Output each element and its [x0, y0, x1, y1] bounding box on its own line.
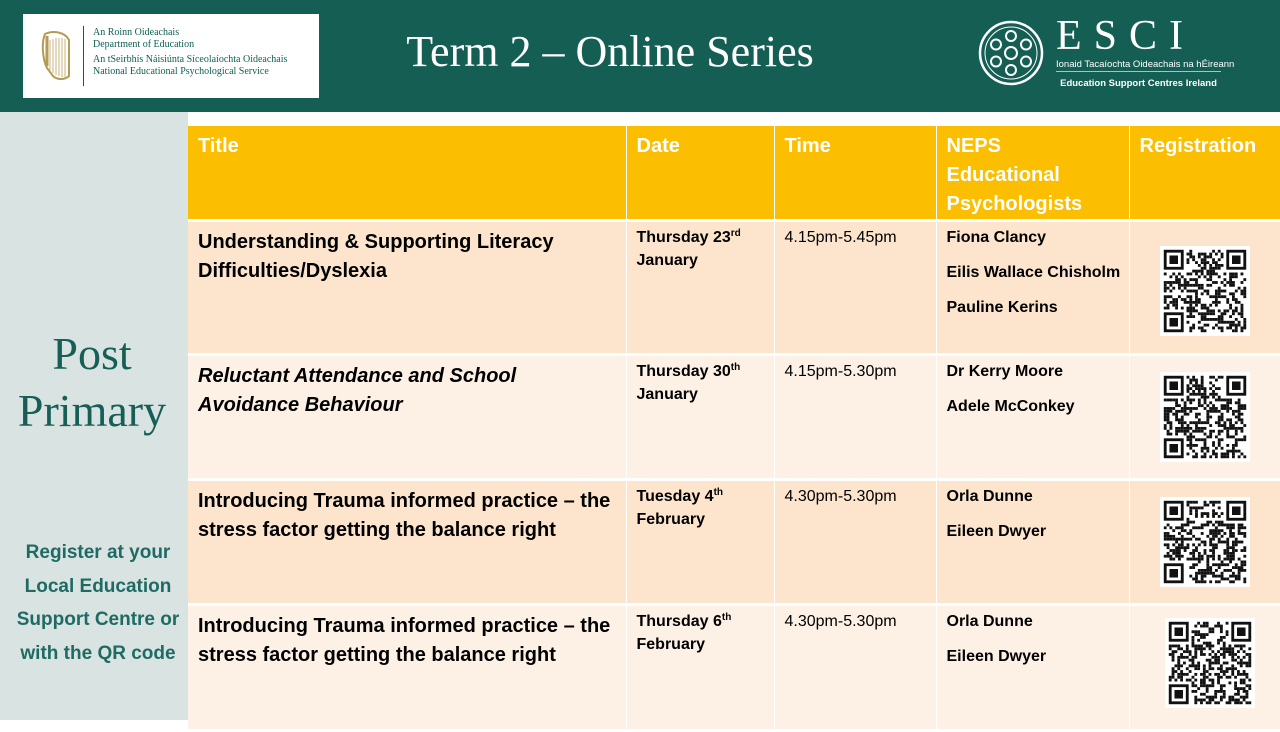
- session-psychologists: [936, 605, 1129, 731]
- session-date: [626, 480, 774, 605]
- registration-note: [0, 536, 196, 670]
- psychologist-name: Eilis Wallace Chisholm: [946, 264, 1121, 281]
- psychologist-name: Dr Kerry Moore: [946, 363, 1063, 380]
- department-text: [93, 27, 287, 78]
- psychologist-name: Pauline Kerins: [946, 299, 1058, 316]
- table-row: [188, 221, 1280, 355]
- table-row: [188, 355, 1280, 480]
- session-psychologists: [936, 480, 1129, 605]
- session-registration: [1129, 221, 1280, 355]
- page-title: Term 2 – Online Series: [406, 27, 814, 76]
- esci-wordmark: ESCI: [1056, 13, 1196, 59]
- header-time: Time: [774, 126, 936, 221]
- session-title: Reluctant Attendance and School Avoidance Behaviour: [188, 355, 626, 480]
- qr-code-icon[interactable]: [1160, 246, 1250, 336]
- psychologist-name: Eileen Dwyer: [946, 523, 1047, 540]
- session-date: [626, 605, 774, 731]
- date-day: Thursday 6: [636, 613, 722, 630]
- esci-irish-name: Ionaid Tacaíochta Oideachais na hÉireann: [1056, 59, 1235, 70]
- date-month: January: [636, 386, 698, 403]
- register-line-3: Support Centre or: [16, 609, 180, 630]
- psychologist-name: Orla Dunne: [946, 488, 1033, 505]
- date-day: Thursday 30: [636, 363, 731, 380]
- audience-label: [0, 325, 184, 439]
- audience-line-1: Post: [52, 328, 132, 379]
- session-psychologists: [936, 221, 1129, 355]
- register-line-2: Local Education: [24, 575, 172, 597]
- header-psychologists: NEPS Educational Psychologists: [936, 126, 1129, 221]
- header-date: Date: [626, 126, 774, 221]
- qr-code-icon[interactable]: [1165, 618, 1255, 708]
- header-registration: Registration: [1129, 126, 1280, 221]
- session-time: 4.30pm-5.30pm: [774, 480, 936, 605]
- date-month: February: [636, 636, 705, 653]
- header-banner: [0, 0, 1280, 112]
- date-month: January: [636, 252, 698, 269]
- qr-code-icon[interactable]: [1160, 497, 1250, 587]
- harp-icon: [39, 30, 73, 82]
- session-time: 4.15pm-5.30pm: [774, 355, 936, 480]
- session-date: [626, 355, 774, 480]
- table-row: [188, 605, 1280, 731]
- gov-line-3: An tSeirbhís Náisiúnta Síceolaíochta Oideachais: [93, 53, 288, 65]
- date-day: Tuesday 4: [636, 488, 714, 505]
- schedule-table: [188, 126, 1280, 732]
- gov-line-4: National Educational Psychological Service: [93, 65, 269, 77]
- session-psychologists: [936, 355, 1129, 480]
- date-ordinal: th: [730, 362, 741, 373]
- table-row: [188, 480, 1280, 605]
- date-ordinal: th: [713, 487, 724, 498]
- psychologist-name: Orla Dunne: [946, 613, 1033, 630]
- register-line-4: with the QR code: [20, 642, 176, 664]
- esci-english-name: Education Support Centres Ireland: [1060, 78, 1217, 89]
- date-day: Thursday 23: [636, 229, 731, 246]
- psychologist-name: Adele McConkey: [946, 398, 1075, 415]
- session-time: 4.30pm-5.30pm: [774, 605, 936, 731]
- register-line-1: Register at your: [25, 542, 171, 563]
- gov-line-2: Department of Education: [93, 39, 195, 51]
- session-title: Introducing Trauma informed practice – the stress factor getting the balance right: [188, 480, 626, 605]
- esci-emblem-icon: [978, 20, 1044, 86]
- date-month: February: [636, 511, 705, 528]
- psychologist-name: Eileen Dwyer: [946, 648, 1047, 665]
- esci-underline: [1056, 71, 1221, 72]
- header-title: Title: [188, 126, 626, 221]
- session-date: [626, 221, 774, 355]
- date-ordinal: th: [721, 612, 732, 623]
- audience-line-2: Primary: [17, 385, 167, 436]
- logo-divider: [83, 26, 84, 86]
- table-header-row: [188, 126, 1280, 221]
- session-registration: [1129, 480, 1280, 605]
- side-panel: [0, 112, 188, 720]
- session-title: Introducing Trauma informed practice – the stress factor getting the balance right: [188, 605, 626, 731]
- esci-logo: [976, 13, 1236, 98]
- psychologist-name: Fiona Clancy: [946, 229, 1047, 246]
- date-ordinal: rd: [730, 228, 741, 239]
- session-registration: [1129, 355, 1280, 480]
- session-title: Understanding & Supporting Literacy Difficulties/Dyslexia: [188, 221, 626, 355]
- department-of-education-logo: [23, 14, 319, 98]
- qr-code-icon[interactable]: [1160, 372, 1250, 462]
- session-registration: [1129, 605, 1280, 731]
- session-time: 4.15pm-5.45pm: [774, 221, 936, 355]
- gov-line-1: An Roinn Oideachais: [93, 27, 180, 38]
